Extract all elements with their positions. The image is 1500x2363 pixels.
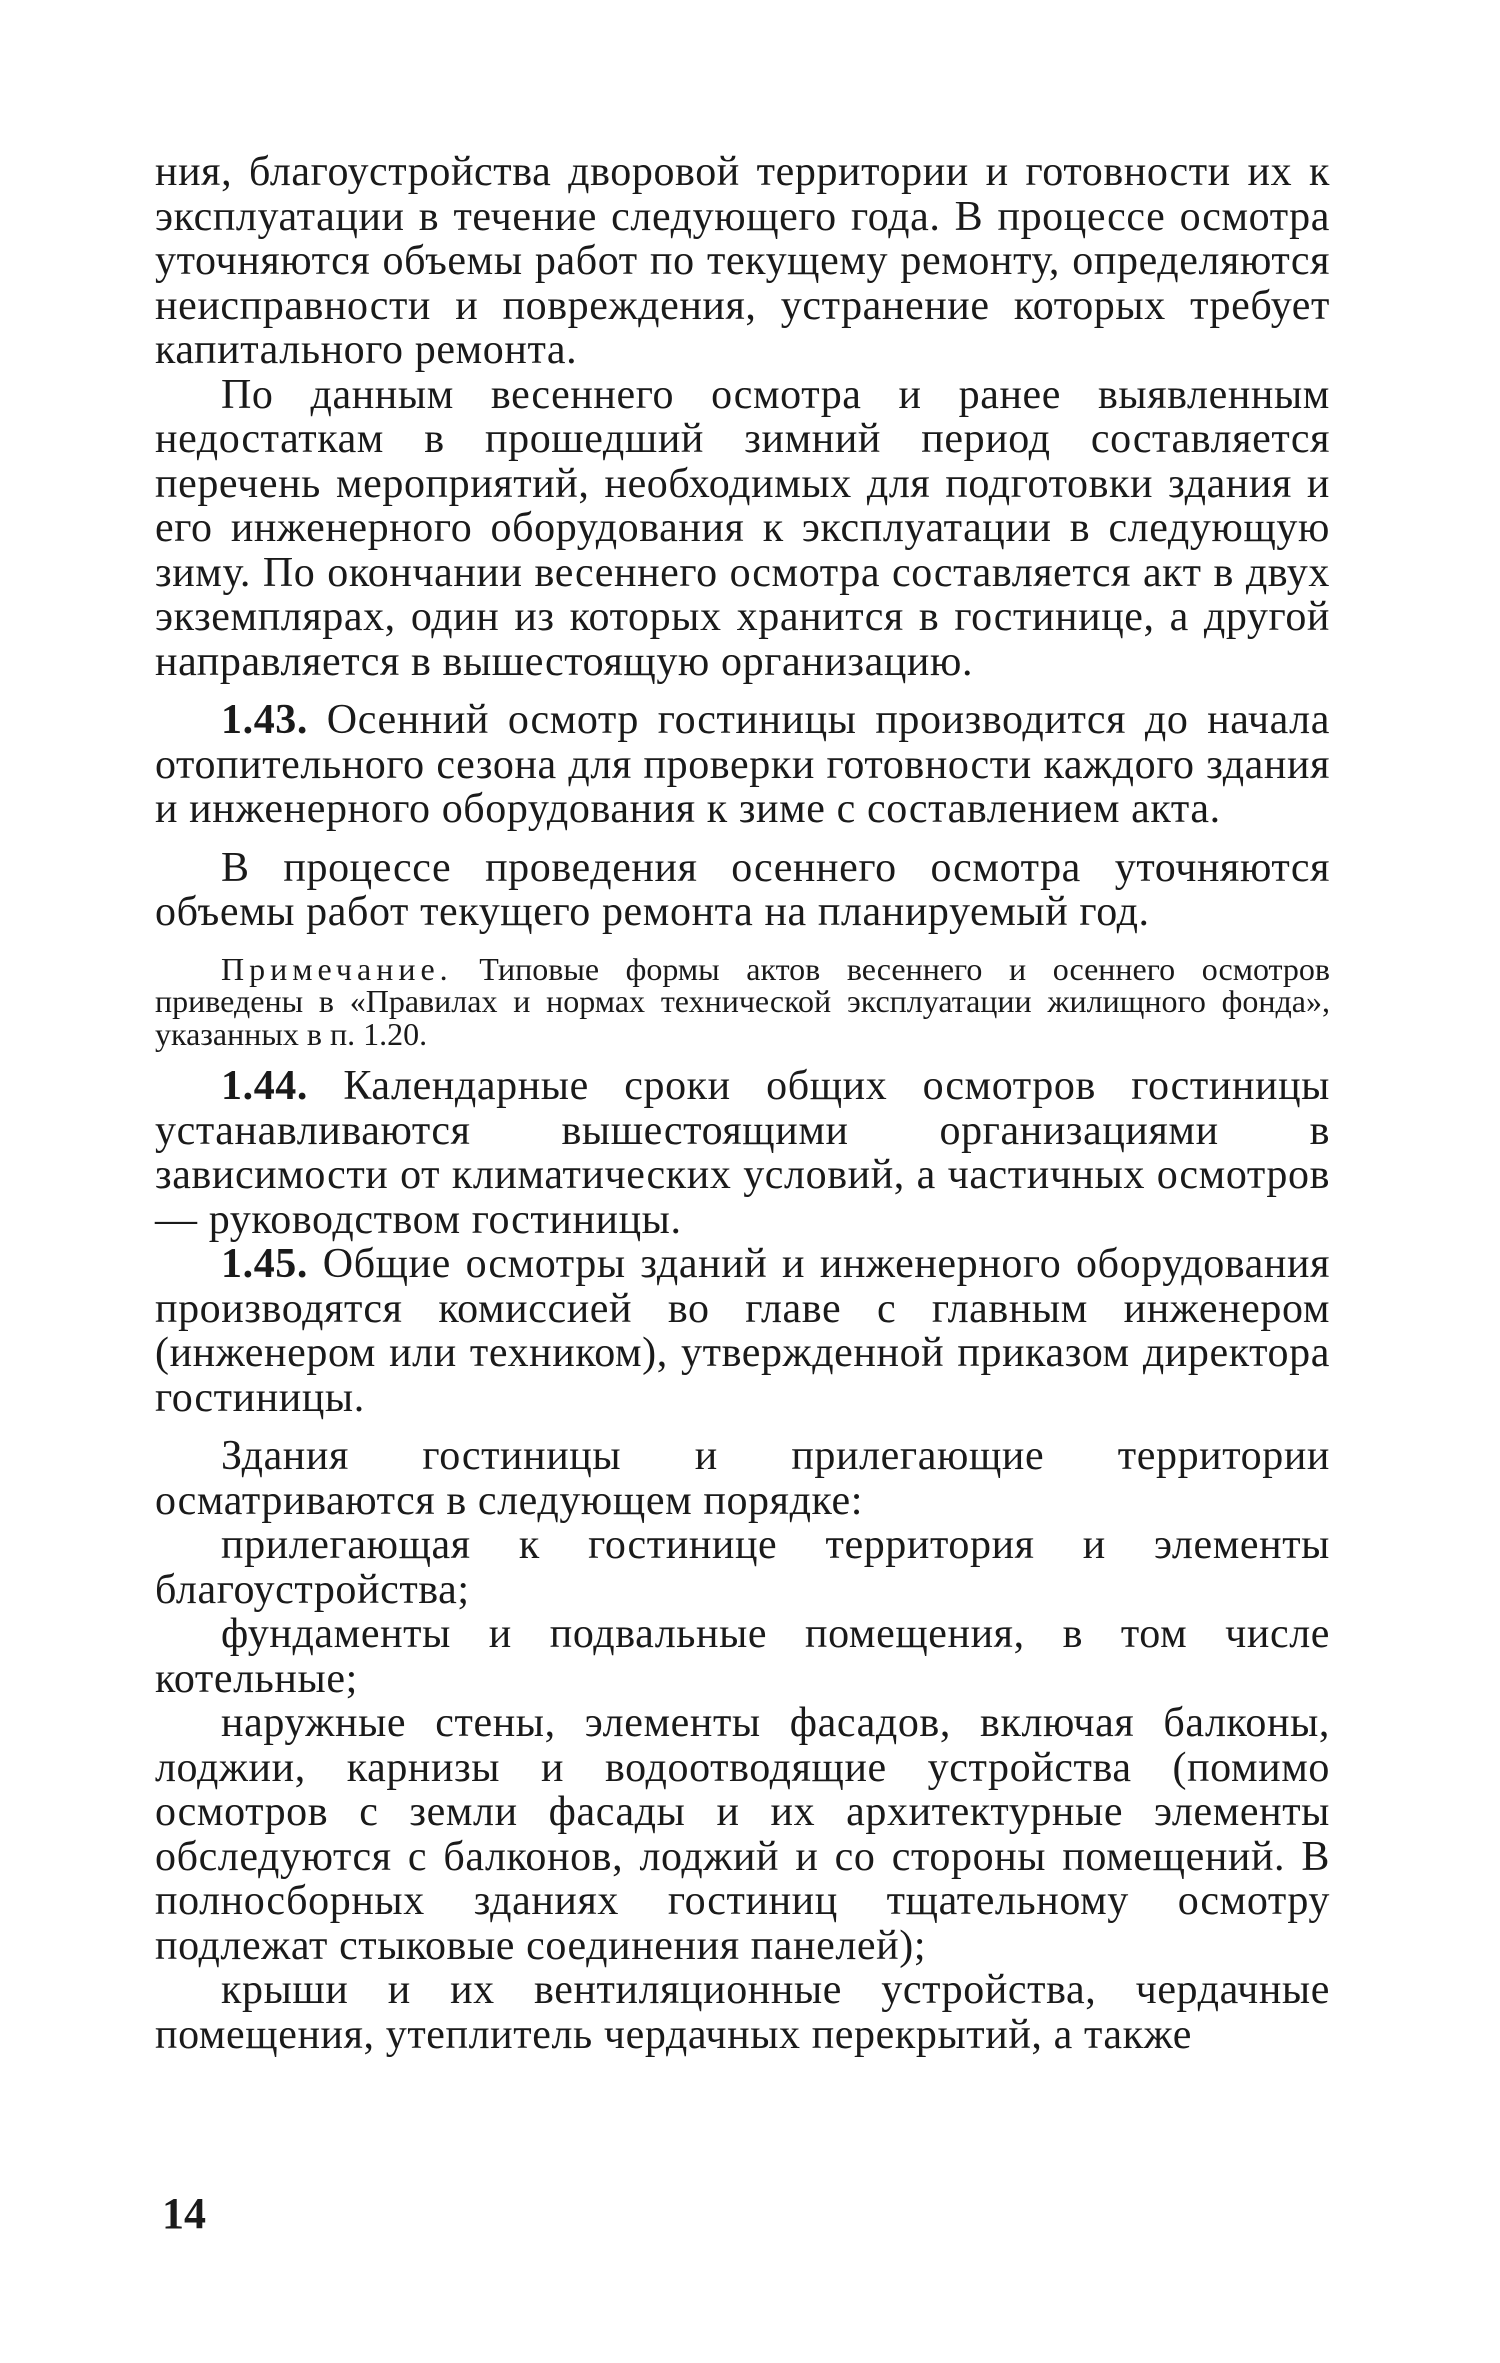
page-body: [155, 150, 1330, 2057]
paragraph-spring-inspection: По данным весеннего осмотра и ранее выявленным недостаткам в прошедший зимний период составляется перечень мероприятий, необходимых для подготовки здания и его инженерного оборудования к эксплуатации в следующую зиму. По окончании весеннего осмотра составляется акт в двух экземплярах, один из которых хранится в гостинице, а другой направляется в вышестоящую организацию.: [155, 371, 1330, 685]
paragraph-1-45: [155, 1242, 1330, 1420]
list-item: наружные стены, элементы фасадов, включая балконы, лоджии, карнизы и водоотводящие устройства (помимо осмотров с земли фасады и их архитектурные элементы обследуются с балконов, лоджий и со стороны помещений. В полносборных зданиях гостиниц тщательному осмотру подлежат стыковые соединения панелей);: [155, 1700, 1330, 1969]
page-number: 14: [162, 2189, 206, 2238]
list-item: фундаменты и подвальные помещения, в том числе котельные;: [155, 1611, 1330, 1702]
section-text: Общие осмотры зданий и инженерного оборудования производятся комиссией во главе с главным инженером (инженером или техником), утвержденной приказом директора гостиницы.: [155, 1241, 1330, 1421]
paragraph-continuation: ния, благоустройства дворовой территории и готовности их к эксплуатации в течение следующего года. В процессе осмотра уточняются объемы работ по текущему ремонту, определяются неисправности и повреждения, устранение которых требует капитального ремонта.: [155, 149, 1330, 373]
note: [155, 950, 1331, 1052]
paragraph-autumn-inspection: В процессе проведения осеннего осмотра уточняются объемы работ текущего ремонта на планируемый год.: [155, 844, 1330, 935]
note-label: Примечание.: [221, 950, 453, 987]
section-number: 1.44.: [221, 1063, 308, 1109]
section-text: Календарные сроки общих осмотров гостиницы устанавливаются вышестоящими организациями в зависимости от климатических условий, а частичных осмотров — руководством гостиницы.: [155, 1063, 1330, 1243]
list-item: крыши и их вентиляционные устройства, чердачные помещения, утеплитель чердачных перекрытий, а также: [155, 1967, 1330, 2058]
paragraph-1-44: [155, 1064, 1330, 1242]
paragraph-order: Здания гостиницы и прилегающие территории осматриваются в следующем порядке:: [155, 1433, 1330, 1524]
section-number: 1.45.: [221, 1241, 308, 1287]
section-text: Осенний осмотр гостиницы производится до начала отопительного сезона для проверки готовности каждого здания и инженерного оборудования к зиме с составлением акта.: [155, 697, 1330, 832]
note-text: Типовые формы актов весеннего и осеннего осмотров приведены в «Правилах и нормах технической эксплуатации жилищного фонда», указанных в п. 1.20.: [155, 950, 1331, 1052]
section-number: 1.43.: [221, 697, 308, 743]
list-item: прилегающая к гостинице территория и элементы благоустройства;: [155, 1522, 1330, 1613]
paragraph-1-43: [155, 698, 1330, 832]
